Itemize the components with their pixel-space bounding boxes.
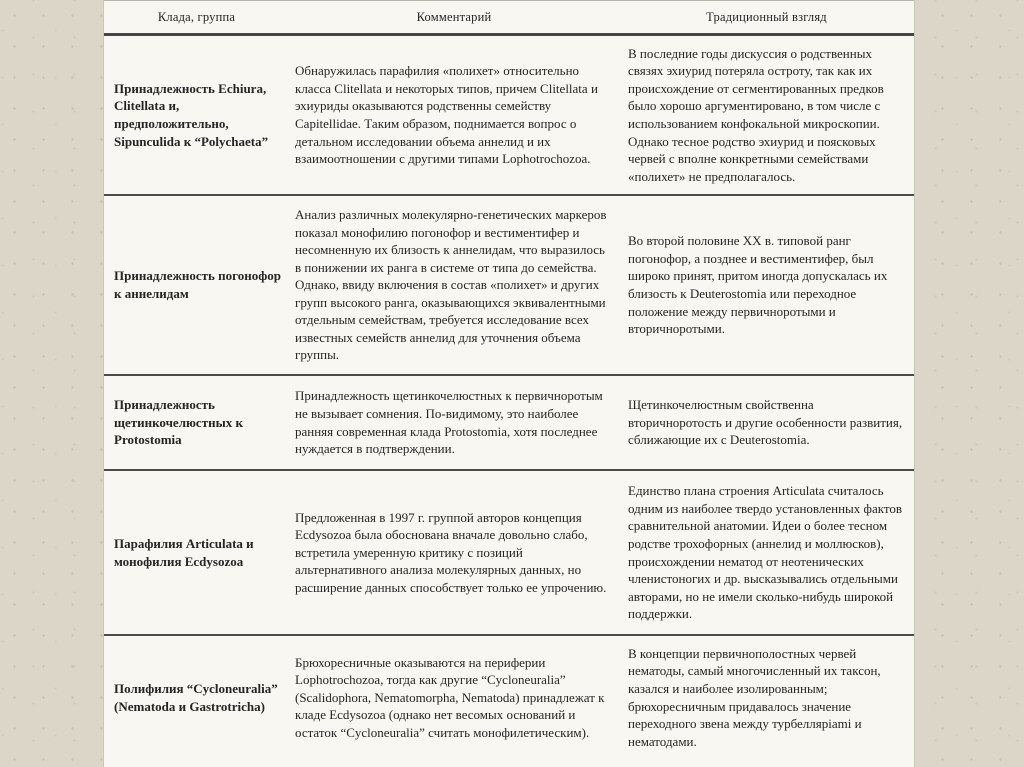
phylogeny-table-panel: [103, 0, 915, 767]
comment-cell: Брюхоресничные оказываются на периферии Lophotrochozoa, тогда как другие “Cycloneuralia” (Scalidophora, Nematomorpha, Nematoda) принадлежат к кладе Ecdysozoa (однако нет весомых оснований и остаток “Cycloneuralia” считать монофилетическим).: [295, 654, 605, 740]
table-row: [104, 636, 914, 759]
table-header-row: [104, 0, 914, 36]
table-row: [104, 36, 914, 196]
clade-cell: Полифилия “Cycloneuralia” (Nematoda и Gastrotricha): [114, 680, 278, 714]
column-header-comment: Комментарий: [416, 9, 492, 24]
clade-cell: Принадлежность щетинкочелюстных к Protostomia: [114, 397, 243, 448]
comment-cell: Анализ различных молекулярно-генетических маркеров показал монофилию погонофор и вестиментифер и несомненную их близость к аннелидам, что выразилось в понижении их ранга в системе от типа до семейства. Однако, ввиду включения в состав «полихет» и других групп высокого ранга, оказывающихся эквивалентными отдельным семействам, требуется исследование всех известных семейств аннелид для уточнения объема группы.: [295, 207, 607, 363]
traditional-view-cell: В последние годы дискуссия о родственных связях эхиурид потеряла остроту, так как их происхождение от сегментированных предков было хорошо аргументировано, в том числе с использованием конфокальной микроскопии. Однако тесное родство эхиурид и поясковых червей с вполне конкретными семействами «полихет» не предполагалось.: [628, 45, 884, 184]
column-header-traditional: Традиционный взгляд: [706, 9, 827, 24]
traditional-view-cell: Щетинкочелюстным свойственна вторичноротость и другие особенности развития, сближающие их с Deuterostomia.: [628, 397, 903, 448]
table-row: [104, 376, 914, 471]
traditional-view-cell: В концепции первичнополостных червей нематоды, самый многочисленный их таксон, казался и наиболее изолированным; брюхоресничным придавалось значение переходного звена между турбеллярiami и нематодами.: [628, 645, 881, 749]
clade-cell: Парафилия Articulata и монофилия Ecdysozoa: [114, 535, 254, 569]
table-row: [104, 196, 914, 376]
column-header-clade: Клада, группа: [157, 9, 236, 24]
traditional-view-cell: Единство плана строения Articulata считалось одним из наиболее твердо установленных фактов сравнительной анатомии. Идеи о более тесном родстве трохофорных (аннелид и моллюсков), происхождении нематод от неотенических членистоногих и др. высказывались отдельными авторами, но не имели сколько-нибудь широкой поддержки.: [628, 483, 903, 622]
comment-cell: Предложенная в 1997 г. группой авторов концепция Ecdysozoa была обоснована вначале довольно слабо, встретила умеренную критику с позиций альтернативного анализа молекулярных данных, но расширение данных способствует только ее упрочению.: [295, 509, 607, 595]
clade-cell: Принадлежность погонофор к аннелидам: [114, 268, 281, 301]
clade-cell: Принадлежность Echiura, Clitellata и, предположительно, Sipunculida к “Polychaeta”: [114, 80, 269, 149]
traditional-view-cell: Во второй половине XX в. типовой ранг погонофор, а позднее и вестиментифер, был широко принят, притом иногда допускалась их близость к Deuterostomia или переходное положение между первичноротыми и вторичноротыми.: [628, 233, 888, 337]
comment-cell: Обнаружилась парафилия «полихет» относительно класса Clitellata и некоторых типов, причем Clitellata и эхиуриды оказываются родственны семейству Capitellidae. Таким образом, поднимается вопрос о детальном исследовании объема аннелид и их взаимоотношении с другими типами Lophotrochozoa.: [295, 63, 598, 167]
comment-cell: Принадлежность щетинкочелюстных к первичноротым не вызывает сомнения. По-видимому, это наиболее ранняя современная клада Protostomia, хотя последнее нуждается в подтверждении.: [295, 388, 603, 457]
table-row: [104, 471, 914, 636]
